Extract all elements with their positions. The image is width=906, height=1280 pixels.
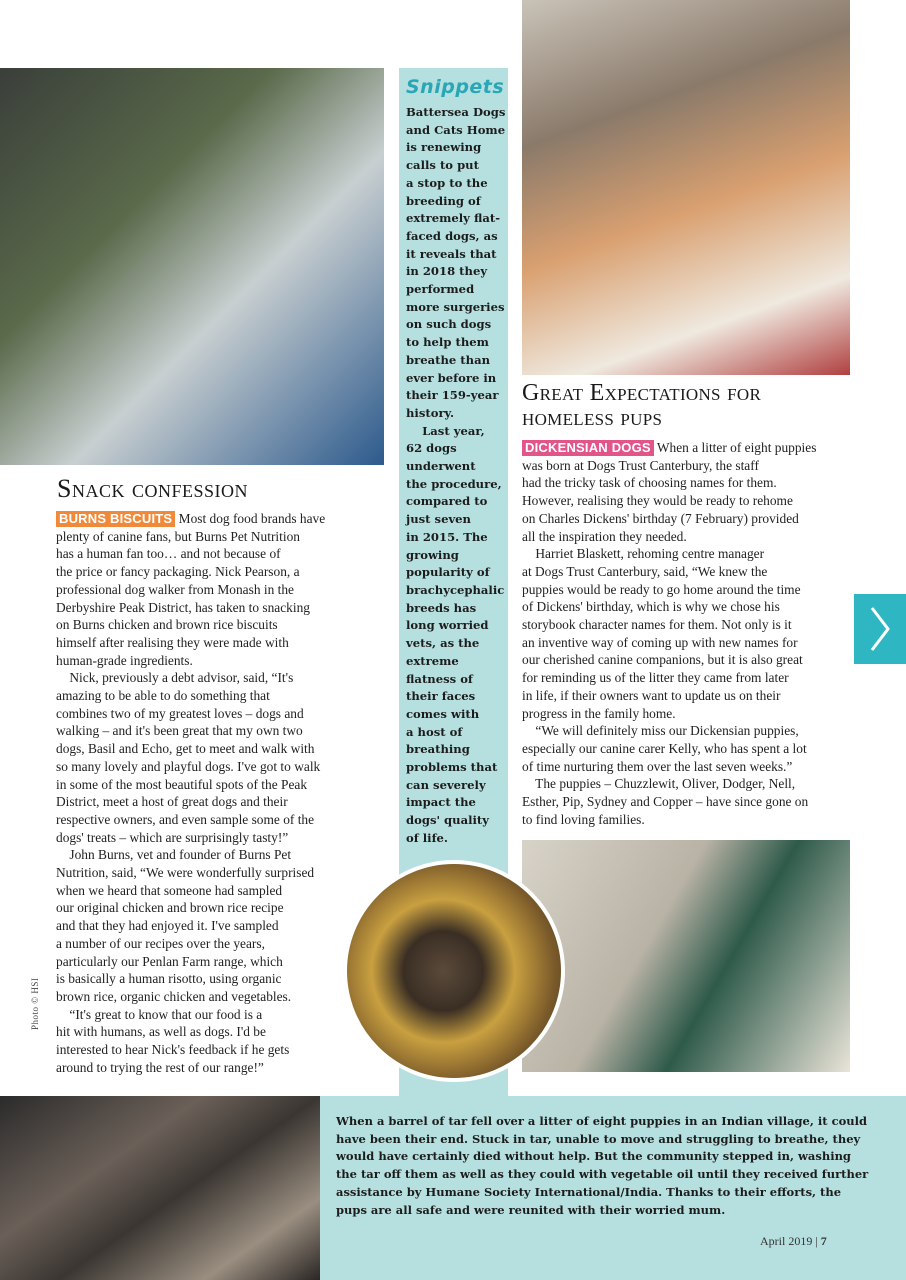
photo-puppies-litter xyxy=(522,0,850,375)
pups-article-text: When a litter of eight puppies was born at Dogs Trust Canterbury, the staff had the tricky task of choosing names for them. However, realising they would be ready to rehome on Charles Dickens' birthday (7 February) provided all the inspiration they needed. Harriet Blaskett, rehoming centre manager at Dogs Trust Canterbury, said, “We knew the puppies would be ready to go home around the time of Dickens' birthday, which is why we chose his storybook character names for them. Not only is it an inventive way of coming up with new names for our cherished canine companions, but it is also great for reminding us of the litter they came from later in life, if their owners want to update us on their progress in the family home. “We will definitely miss our Dickensian puppies, especially our canine carer Kelly, who has spent a lot of time nurturing them over the last seven weeks.” The puppies – Chuzzlewit, Oliver, Dodger, Nell, Esther, Pip, Sydney and Copper – have since gone on to find loving families. xyxy=(522,440,817,827)
chevron-right-icon xyxy=(866,604,894,654)
pups-article-body xyxy=(522,439,852,828)
photo-dog-walker-eating-biscuits xyxy=(0,68,384,465)
dickensian-dogs-tag: DICKENSIAN DOGS xyxy=(522,440,654,456)
photo-carer-with-puppies xyxy=(522,840,850,1072)
tar-puppies-caption: When a barrel of tar fell over a litter of eight puppies in an Indian village, it could have been their end. Stuck in tar, unable to move and struggling to breathe, they would have certainly died without help. But the community stepped in, washing the tar off them as well as they could with vegetable oil until they received further assistance by Humane Society International/India. Thanks to their efforts, the pups are all safe and were reunited with their worried mum. xyxy=(336,1114,869,1217)
pups-article-title: Great Expectations for homeless pups xyxy=(522,380,762,431)
snack-article-title: Snack confession xyxy=(57,474,248,503)
photo-tar-covered-puppy xyxy=(0,1096,320,1280)
snack-article-body xyxy=(56,510,386,1077)
issue-date: April 2019 xyxy=(760,1234,813,1248)
photo-credit: Photo © HSI xyxy=(30,977,40,1030)
page-footer xyxy=(760,1234,827,1249)
page-number: 7 xyxy=(820,1234,827,1248)
next-page-button[interactable] xyxy=(854,594,906,664)
footer-separator: | xyxy=(815,1234,818,1248)
snippets-body: Battersea Dogs and Cats Home is renewing calls to put a stop to the breeding of extremely flat- faced dogs, as it reveals that in 2018 they performed more surgeries on such dogs to help them breathe than ever before in their 159-year history. Last year, 62 dogs underwent the procedure, compared to just seven in 2015. The growing popularity of brachycephalic breeds has long worried vets, as the extreme flatness of their faces comes with a host of breathing problems that can severely impact the dogs' quality of life. xyxy=(406,105,506,845)
snippets-title: Snippets xyxy=(406,76,505,98)
burns-biscuits-tag: BURNS BISCUITS xyxy=(56,511,175,527)
snack-article-text: Most dog food brands have plenty of canine fans, but Burns Pet Nutrition has a human fan too… and not because of the price or fancy packaging. Nick Pearson, a professional dog walker from Monash in the Derbyshire Peak District, has taken to snacking on Burns chicken and brown rice biscuits himself after realising they were made with human-grade ingredients. Nick, previously a debt advisor, said, “It's amazing to be able to do something that combines two of my greatest loves – dogs and walking – and it's been great that my own two dogs, Basil and Echo, get to meet and walk with so many lovely and playful dogs. I've got to walk in some of the most beautiful spots of the Peak District, meet a host of great dogs and their respective owners, and even sample some of the dogs' treats – which are surprisingly tasty!” John Burns, vet and founder of Burns Pet Nutrition, said, “We were wonderfully surprised when we heard that someone had sampled our original chicken and brown rice recipe and that they had enjoyed it. I've sampled a number of our recipes over the years, particularly our Penlan Farm range, which is basically a human risotto, using organic brown rice, organic chicken and vegetables. “It's great to know that our food is a hit with humans, as well as dogs. I'd be interested to hear Nick's feedback if he gets around to trying the rest of our range!” xyxy=(56,511,326,1075)
